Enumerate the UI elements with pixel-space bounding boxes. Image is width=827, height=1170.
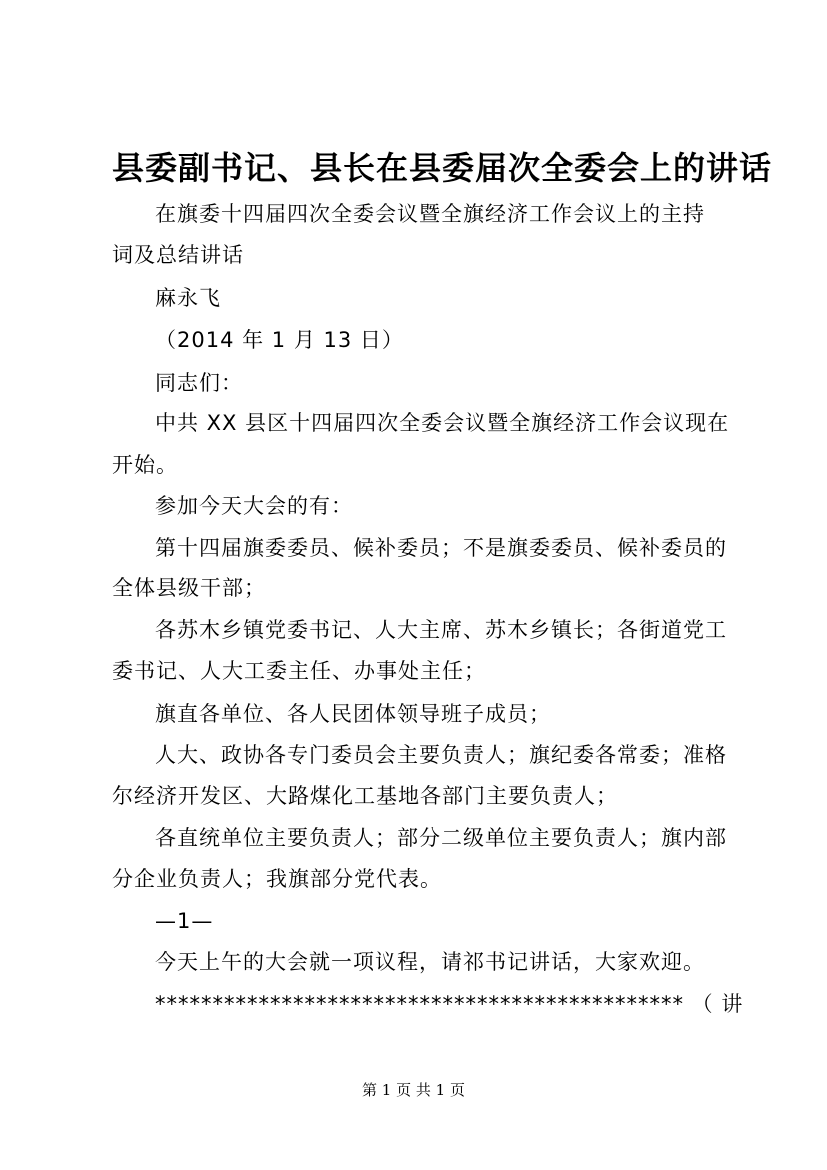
paragraph-line: 旗直各单位、各人民团体领导班子成员；	[155, 702, 551, 726]
subtitle-line-1: 在旗委十四届四次全委会议暨全旗经济工作会议上的主持	[155, 202, 705, 226]
paragraph-line: 全体县级干部；	[112, 576, 266, 600]
paragraph-line: 分企业负责人；我旗部分党代表。	[112, 867, 442, 891]
paragraph-line: 第十四届旗委委员、候补委员；不是旗委委员、候补委员的	[155, 536, 727, 560]
speaker-name: 麻永飞	[155, 286, 221, 310]
paragraph-line: 参加今天大会的有：	[155, 494, 353, 518]
paragraph-line: ********************************************** （ 讲	[155, 992, 744, 1016]
speech-date: （2014 年 1 月 13 日）	[155, 328, 404, 352]
paragraph-line: 人大、政协各专门委员会主要负责人；旗纪委各常委；准格	[155, 743, 727, 767]
page-footer: 第 1 页 共 1 页	[362, 1081, 465, 1099]
paragraph-line: 各直统单位主要负责人；部分二级单位主要负责人；旗内部	[155, 826, 727, 850]
paragraph-line: 各苏木乡镇党委书记、人大主席、苏木乡镇长；各街道党工	[155, 618, 727, 642]
inline-page-number: —1—	[155, 909, 214, 933]
paragraph-line: 委书记、人大工委主任、办事处主任；	[112, 659, 486, 683]
subtitle-line-2: 词及总结讲话	[112, 243, 244, 267]
paragraph-line: 今天上午的大会就一项议程，请祁书记讲话，大家欢迎。	[155, 950, 705, 974]
paragraph-line: 开始。	[112, 453, 178, 477]
paragraph-line: 中共 XX 县区十四届四次全委会议暨全旗经济工作会议现在	[155, 411, 730, 435]
greeting: 同志们：	[155, 371, 243, 395]
document-title: 县委副书记、县长在县委届次全委会上的讲话	[112, 149, 773, 187]
paragraph-line: 尔经济开发区、大路煤化工基地各部门主要负责人；	[112, 784, 618, 808]
